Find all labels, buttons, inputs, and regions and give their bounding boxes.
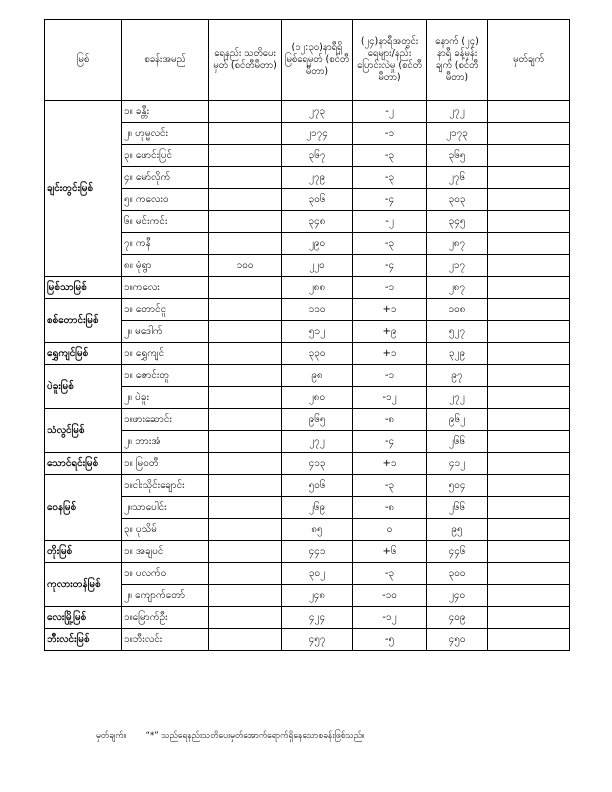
warning-level (209, 607, 282, 629)
level-change: -၃ (353, 563, 427, 585)
header-24h-change: (၂၄)နာရီအတွင်း ရေများ/နည်းပြောင်းလဲမှု (စင်တီမီတာ) (353, 20, 427, 101)
river-name: စစ်တောင်းမြစ် (45, 299, 122, 343)
forecast-level: ၃၄၅ (427, 211, 488, 233)
river-name: ပဲခူးမြစ် (45, 365, 122, 409)
river-name: သောင်ရင်းမြစ် (45, 453, 122, 475)
river-name: မြစ်သာမြစ် (45, 277, 122, 299)
station-name: ၂။သာပေါင်း (122, 497, 209, 519)
station-name: ၃။ ဖောင်းပြင် (122, 145, 209, 167)
station-name: ၁။ ပလက်ဝ (122, 563, 209, 585)
station-name: ၄။ မော်လိုက် (122, 167, 209, 189)
river-name: ချင်းတွင်းမြစ် (45, 101, 122, 277)
table-row (45, 233, 570, 255)
level-change: +၁ (353, 453, 427, 475)
remark (488, 563, 570, 585)
remark (488, 299, 570, 321)
remark (488, 277, 570, 299)
warning-level (209, 277, 282, 299)
forecast-level: ၂၄၀ (427, 585, 488, 607)
station-name: ၆။ မင်းကင်း (122, 211, 209, 233)
table-row (45, 211, 570, 233)
river-level-table (44, 19, 570, 651)
warning-level (209, 101, 282, 123)
forecast-level: ၄၁၂ (427, 453, 488, 475)
forecast-level: ၂၆၆ (427, 497, 488, 519)
level-change: -၁ (353, 277, 427, 299)
level-change: -၂ (353, 101, 427, 123)
forecast-level: ၅၂၇ (427, 321, 488, 343)
station-name: ၈။ မုံရွာ (122, 255, 209, 277)
water-level: ၄၁၃ (282, 453, 353, 475)
station-name: ၂။ ကျောက်တော် (122, 585, 209, 607)
warning-level (209, 563, 282, 585)
table-row (45, 387, 570, 409)
table-row (45, 475, 570, 497)
warning-level (209, 629, 282, 651)
table-row (45, 321, 570, 343)
warning-level (209, 409, 282, 431)
table-header-row (45, 20, 570, 101)
station-name: ၁။ ဇောင်းတူ (122, 365, 209, 387)
station-name: ၁။ မြဝတီ (122, 453, 209, 475)
level-change: +၁ (353, 343, 427, 365)
warning-level (209, 211, 282, 233)
level-change: ၀ (353, 519, 427, 541)
station-name: ၃။ ပုသိမ် (122, 519, 209, 541)
table-row (45, 167, 570, 189)
forecast-level: ၃၀၃ (427, 189, 488, 211)
warning-level (209, 475, 282, 497)
table-row (45, 563, 570, 585)
station-name: ၁။ ခန္တီး (122, 101, 209, 123)
water-level: ၅၁၂ (282, 321, 353, 343)
level-change: -၁ (353, 123, 427, 145)
level-change: -၃ (353, 167, 427, 189)
water-level: ၃၃၀ (282, 343, 353, 365)
water-level: ၂၇၉ (282, 167, 353, 189)
level-change: +၆ (353, 541, 427, 563)
level-change: -၈ (353, 409, 427, 431)
station-name: ၁။ တောင်ငူ (122, 299, 209, 321)
level-change: -၁၂ (353, 387, 427, 409)
station-name: ၁။ဘီးလင်း (122, 629, 209, 651)
warning-level (209, 497, 282, 519)
level-change: -၁၂ (353, 607, 427, 629)
level-change: -၁ (353, 365, 427, 387)
water-level: ၃၀၆ (282, 189, 353, 211)
warning-level (209, 321, 282, 343)
table-row (45, 409, 570, 431)
water-level: ၃၆၇ (282, 145, 353, 167)
warning-level (209, 145, 282, 167)
remark (488, 453, 570, 475)
remark (488, 607, 570, 629)
forecast-level: ၄၀၉ (427, 607, 488, 629)
water-level: ၂၄၈ (282, 585, 353, 607)
forecast-level: ၃၆၅ (427, 145, 488, 167)
water-level: ၂၉၀ (282, 233, 353, 255)
station-name: ၁။ဖားဆောင်း (122, 409, 209, 431)
remark (488, 365, 570, 387)
table-row (45, 519, 570, 541)
water-level: ၁၁၀ (282, 299, 353, 321)
water-level: ၂၇၂ (282, 431, 353, 453)
level-change: -၃ (353, 145, 427, 167)
level-change: -၄ (353, 431, 427, 453)
river-name: ဝေနမြစ် (45, 475, 122, 541)
warning-level (209, 541, 282, 563)
header-river: မြစ် (45, 20, 122, 101)
level-change: -၃ (353, 233, 427, 255)
table-row (45, 343, 570, 365)
station-name: ၂။ ဘားအံ (122, 431, 209, 453)
header-warning-level: ရေနည်း သတိပေးမှတ် (စင်တီမီတာ) (209, 20, 282, 101)
station-name: ၁။မြောက်ဦး (122, 607, 209, 629)
level-change: -၃ (353, 475, 427, 497)
header-station: စခန်းအမည် (122, 20, 209, 101)
water-level: ၂၈၈ (282, 277, 353, 299)
warning-level (209, 453, 282, 475)
remark (488, 585, 570, 607)
forecast-level: ၄၅၀ (427, 629, 488, 651)
remark (488, 431, 570, 453)
forecast-level: ၃၂၉ (427, 343, 488, 365)
station-name: ၁။ အချပင် (122, 541, 209, 563)
water-level: ၃၄၈ (282, 211, 353, 233)
water-level: ၂၆၉ (282, 497, 353, 519)
remark (488, 167, 570, 189)
river-name: ကုလားတန်မြစ် (45, 563, 122, 607)
station-name: ၇။ ကနီ (122, 233, 209, 255)
water-level: ၂၈၀ (282, 387, 353, 409)
forecast-level: ၂၁၇၃ (427, 123, 488, 145)
warning-level (209, 387, 282, 409)
level-change: +၁ (353, 299, 427, 321)
header-forecast: နောက် (၂၄) နာရီ ခန့်မှန်းချက် (စင်တီမီတာ) (427, 20, 488, 101)
forecast-level: ၅၀၄ (427, 475, 488, 497)
water-level: ၉၆၅ (282, 409, 353, 431)
warning-level (209, 299, 282, 321)
water-level: ၅၀၆ (282, 475, 353, 497)
warning-level (209, 585, 282, 607)
remark (488, 541, 570, 563)
warning-level (209, 123, 282, 145)
forecast-level: ၂၇၂ (427, 101, 488, 123)
level-change: -၈ (353, 497, 427, 519)
remark (488, 123, 570, 145)
remark (488, 145, 570, 167)
water-level: ၂၁၇၄ (282, 123, 353, 145)
header-water-level: (၁၂:၃၀)နာရီရှိ မြစ်ရေမှတ် (စင်တီမီတာ) (282, 20, 353, 101)
station-name: ၁။ငါးသိုင်းချောင်း (122, 475, 209, 497)
table-row (45, 277, 570, 299)
warning-level (209, 519, 282, 541)
level-change: -၄ (353, 255, 427, 277)
forecast-level: ၂၇၂ (427, 387, 488, 409)
table-body (45, 101, 570, 651)
river-name: ရွှေကျင်မြစ် (45, 343, 122, 365)
table-row (45, 365, 570, 387)
remark (488, 101, 570, 123)
footnote-label: မှတ်ချက်။ (96, 731, 127, 741)
footnote (96, 731, 365, 743)
warning-level: ၁၀၀ (209, 255, 282, 277)
remark (488, 387, 570, 409)
table-row (45, 453, 570, 475)
river-name: ဘီးလင်းမြစ် (45, 629, 122, 651)
remark (488, 629, 570, 651)
remark (488, 475, 570, 497)
level-change: -၄ (353, 189, 427, 211)
forecast-level: ၉၆၂ (427, 409, 488, 431)
forecast-level: ၂၇၆ (427, 167, 488, 189)
remark (488, 189, 570, 211)
water-level: ၄၂၄ (282, 607, 353, 629)
forecast-level: ၃၀၀ (427, 563, 488, 585)
forecast-level: ၉၅ (427, 519, 488, 541)
water-level: ၂၂၀ (282, 255, 353, 277)
warning-level (209, 365, 282, 387)
warning-level (209, 343, 282, 365)
station-name: ၂။ မဒေါက် (122, 321, 209, 343)
table-row (45, 541, 570, 563)
river-name: လေးမြို့မြစ် (45, 607, 122, 629)
forecast-level: ၉၇ (427, 365, 488, 387)
remark (488, 343, 570, 365)
station-name: ၂။ ပဲခူး (122, 387, 209, 409)
level-change: +၉ (353, 321, 427, 343)
forecast-level: ၂၈၇ (427, 277, 488, 299)
water-level: ၄၅၇ (282, 629, 353, 651)
remark (488, 409, 570, 431)
remark (488, 211, 570, 233)
header-remark: မှတ်ချက် (488, 20, 570, 101)
table-row (45, 497, 570, 519)
forecast-level: ၂၈၇ (427, 233, 488, 255)
table-row (45, 123, 570, 145)
level-change: -၅ (353, 629, 427, 651)
river-name: သံလွင်မြစ် (45, 409, 122, 453)
water-level: ၂၇၃ (282, 101, 353, 123)
water-level: ၉၈ (282, 365, 353, 387)
remark (488, 321, 570, 343)
water-level: ၈၅ (282, 519, 353, 541)
river-name: တိုးမြစ် (45, 541, 122, 563)
table-row (45, 585, 570, 607)
warning-level (209, 189, 282, 211)
table-row (45, 629, 570, 651)
table-row (45, 189, 570, 211)
water-level: ၄၄၁ (282, 541, 353, 563)
footnote-text: “*” သည်ရေနည်းသတိပေးမှတ်အောက်ရောက်ရှိနေသောစခန်းဖြစ်သည်။ (145, 731, 365, 741)
forecast-level: ၁၀၈ (427, 299, 488, 321)
table-row (45, 255, 570, 277)
remark (488, 497, 570, 519)
remark (488, 519, 570, 541)
table-row (45, 299, 570, 321)
remark (488, 255, 570, 277)
level-change: -၁၀ (353, 585, 427, 607)
warning-level (209, 167, 282, 189)
station-name: ၁။ ရွှေကျင် (122, 343, 209, 365)
station-name: ၅။ ကလေးဝ (122, 189, 209, 211)
station-name: ၂။ ဟုမ္မလင်း (122, 123, 209, 145)
remark (488, 233, 570, 255)
table-row (45, 431, 570, 453)
level-change: -၂ (353, 211, 427, 233)
table-row (45, 145, 570, 167)
warning-level (209, 431, 282, 453)
forecast-level: ၄၄၆ (427, 541, 488, 563)
water-level: ၃၀၂ (282, 563, 353, 585)
forecast-level: ၂၆၆ (427, 431, 488, 453)
table-row (45, 101, 570, 123)
warning-level (209, 233, 282, 255)
forecast-level: ၂၁၇ (427, 255, 488, 277)
station-name: ၁။ကလေး (122, 277, 209, 299)
table-row (45, 607, 570, 629)
